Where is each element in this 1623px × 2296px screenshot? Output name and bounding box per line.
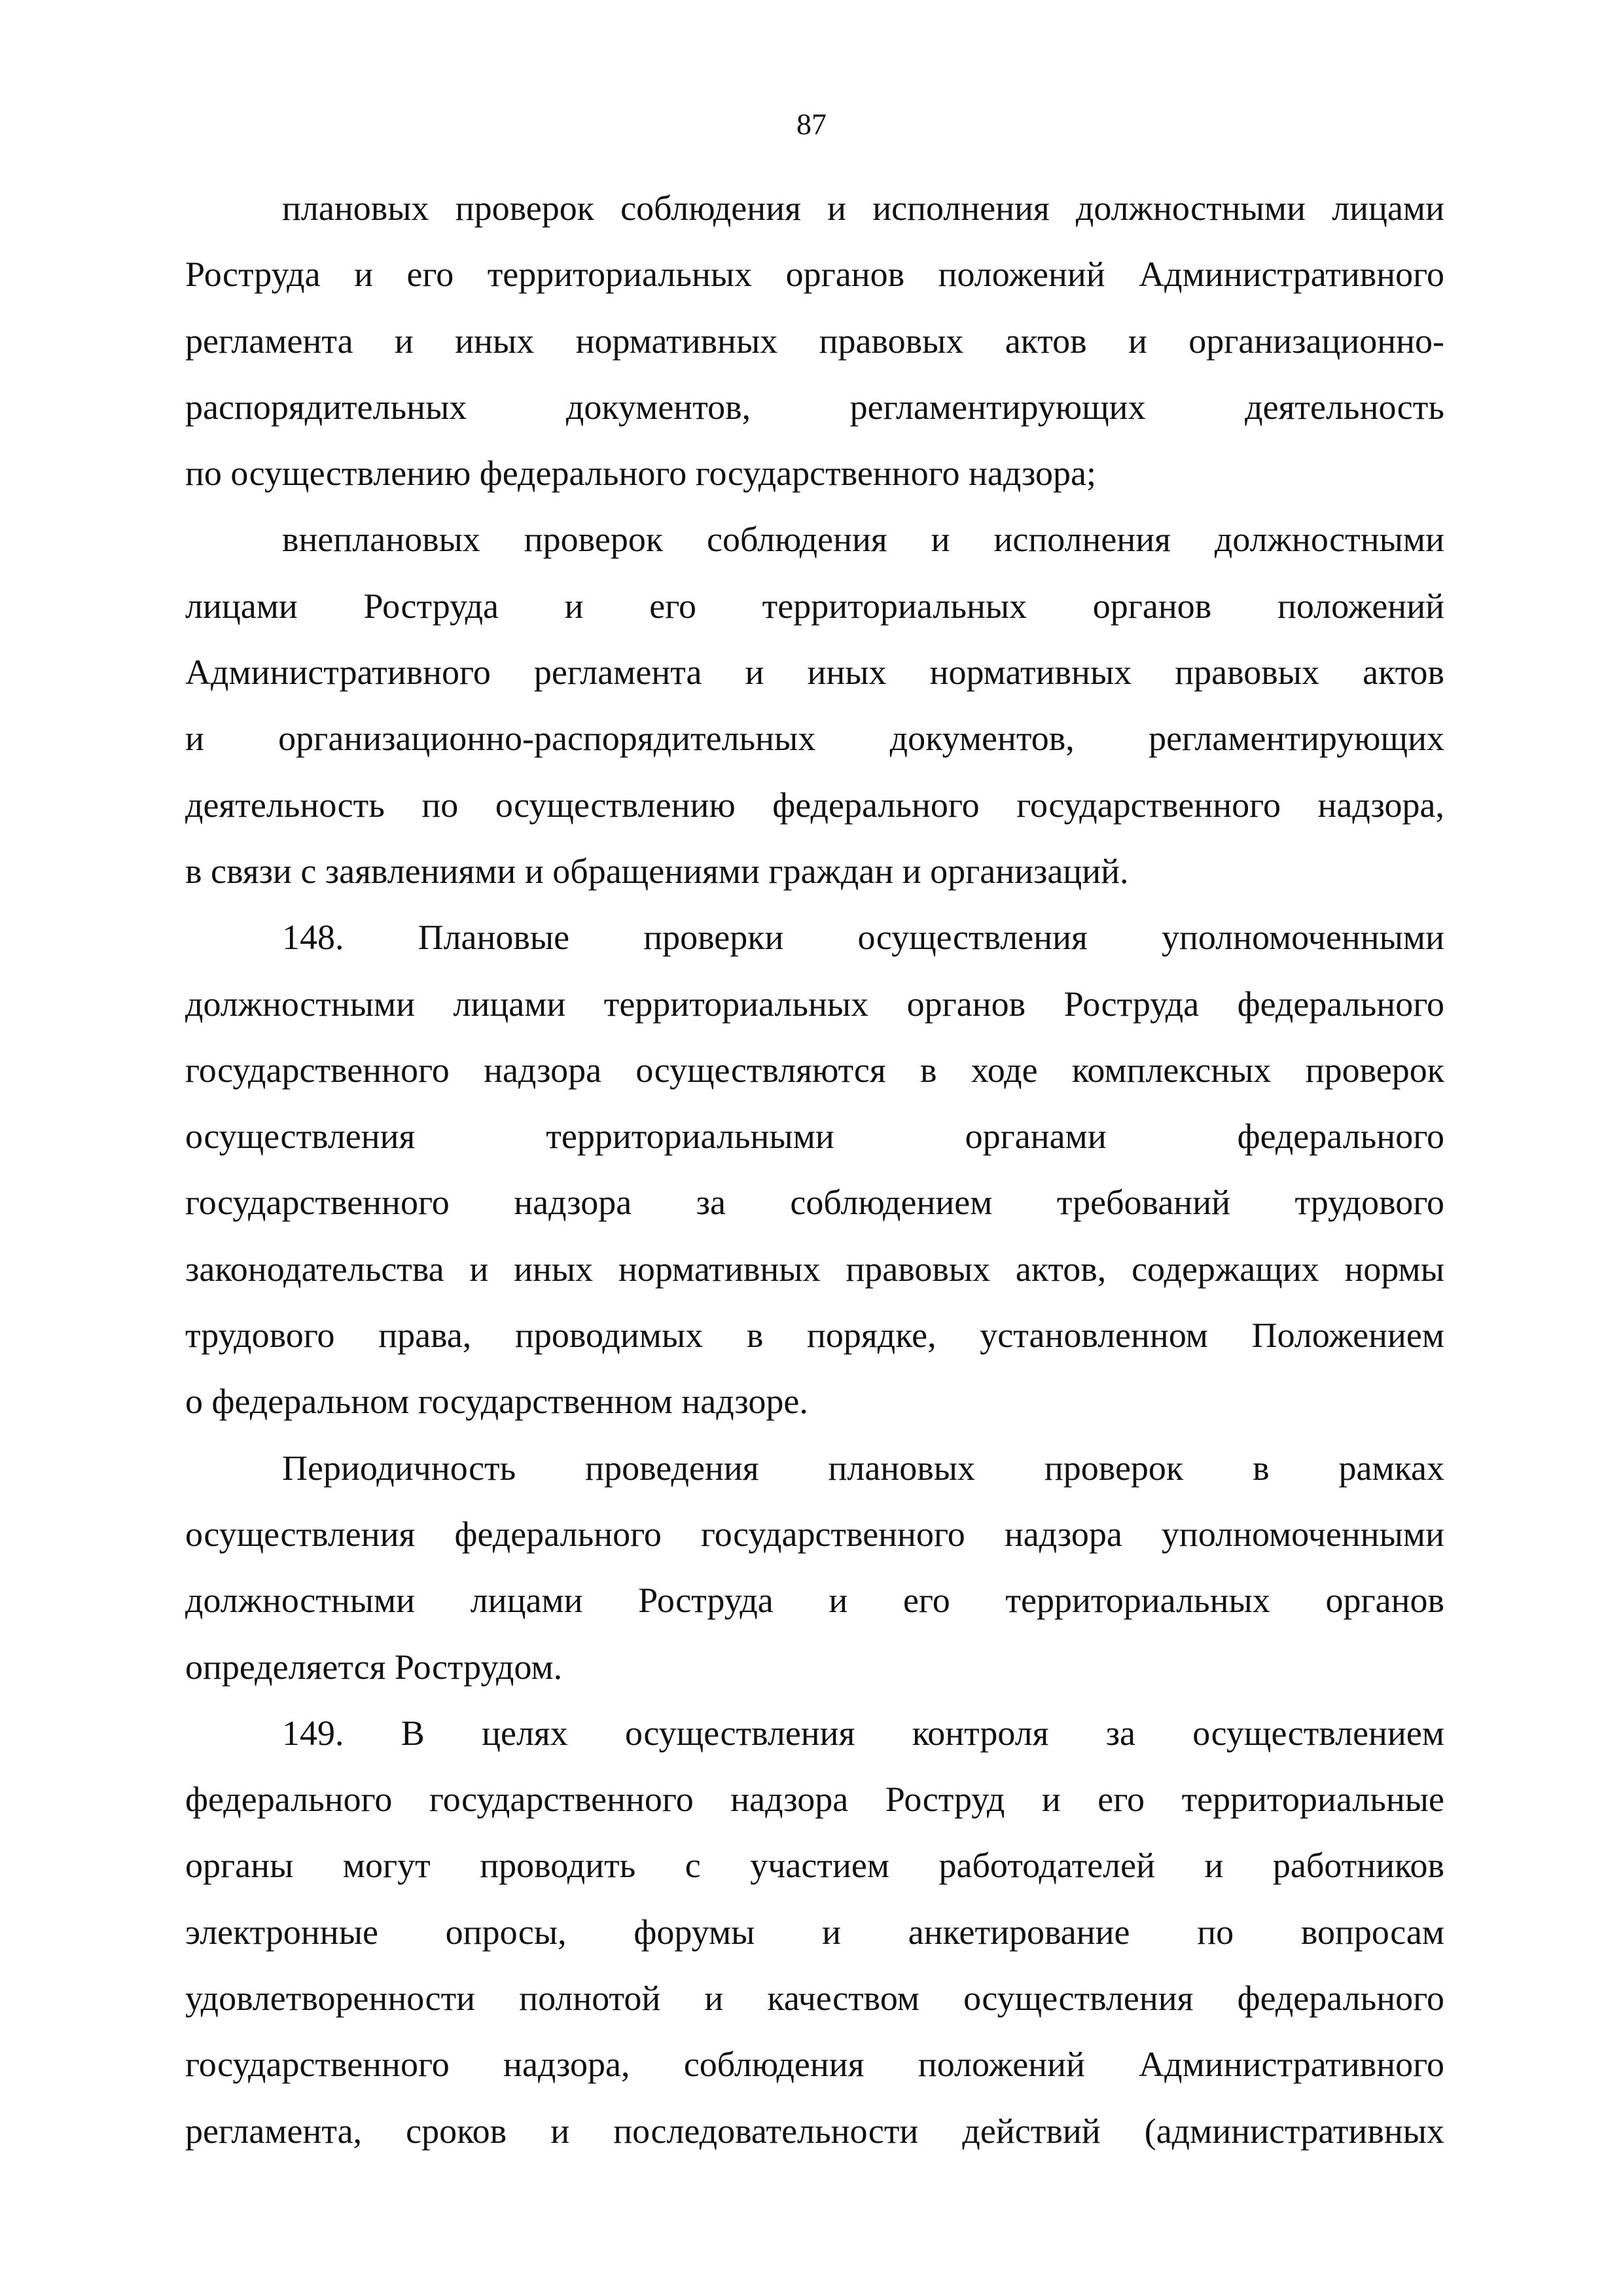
text-line: государственного надзора осуществляются в ходе комплексных проверок [185, 1050, 1444, 1090]
text-line: Административного регламента и иных нормативных правовых актов [185, 653, 1444, 692]
text-line: плановых проверок соблюдения и исполнения должностными лицами [282, 188, 1444, 228]
text-line: осуществления территориальными органами федерального [185, 1117, 1444, 1157]
text-line: внеплановых проверок соблюдения и исполнения должностными [282, 520, 1444, 560]
document-body [185, 185, 1444, 2174]
text-line: регламента и иных нормативных правовых актов и организационно- [185, 321, 1444, 361]
text-line: 149. В целях осуществления контроля за осуществлением [282, 1713, 1444, 1753]
text-line: должностными лицами Роструда и его территориальных органов [185, 1581, 1444, 1621]
text-line: определяется Рострудом. [185, 1647, 563, 1687]
text-line: электронные опросы, форумы и анкетирование по вопросам [185, 1912, 1444, 1952]
text-line: федерального государственного надзора Роструд и его территориальные [185, 1780, 1444, 1820]
text-line: распорядительных документов, регламентирующих деятельность [185, 387, 1444, 427]
text-line: регламента, сроков и последовательности действий (административных [185, 2111, 1444, 2151]
text-line: о федеральном государственном надзоре. [185, 1382, 808, 1422]
page-number: 87 [796, 107, 827, 141]
text-line: 148. Плановые проверки осуществления уполномоченными [282, 918, 1444, 958]
text-line: Периодичность проведения плановых проверок в рамках [282, 1448, 1444, 1488]
text-line: государственного надзора, соблюдения положений Административного [185, 2045, 1444, 2085]
text-line: деятельность по осуществлению федерального государственного надзора, [185, 785, 1444, 825]
text-line: Роструда и его территориальных органов положений Административного [185, 255, 1444, 295]
text-line: трудового права, проводимых в порядке, установленном Положением [185, 1316, 1444, 1355]
text-line: и организационно-распорядительных документов, регламентирующих [185, 719, 1444, 759]
text-line: по осуществлению федерального государственного надзора; [185, 454, 1096, 493]
text-line: государственного надзора за соблюдением требований трудового [185, 1183, 1444, 1223]
text-line: законодательства и иных нормативных правовых актов, содержащих нормы [185, 1249, 1444, 1289]
text-line: лицами Роструда и его территориальных органов положений [185, 586, 1444, 626]
text-line: должностными лицами территориальных органов Роструда федерального [185, 984, 1444, 1024]
text-line: осуществления федерального государственного надзора уполномоченными [185, 1514, 1444, 1554]
text-line: в связи с заявлениями и обращениями граждан и организаций. [185, 851, 1129, 891]
text-line: органы могут проводить с участием работодателей и работников [185, 1846, 1444, 1886]
text-line: удовлетворенности полнотой и качеством осуществления федерального [185, 1979, 1444, 2018]
